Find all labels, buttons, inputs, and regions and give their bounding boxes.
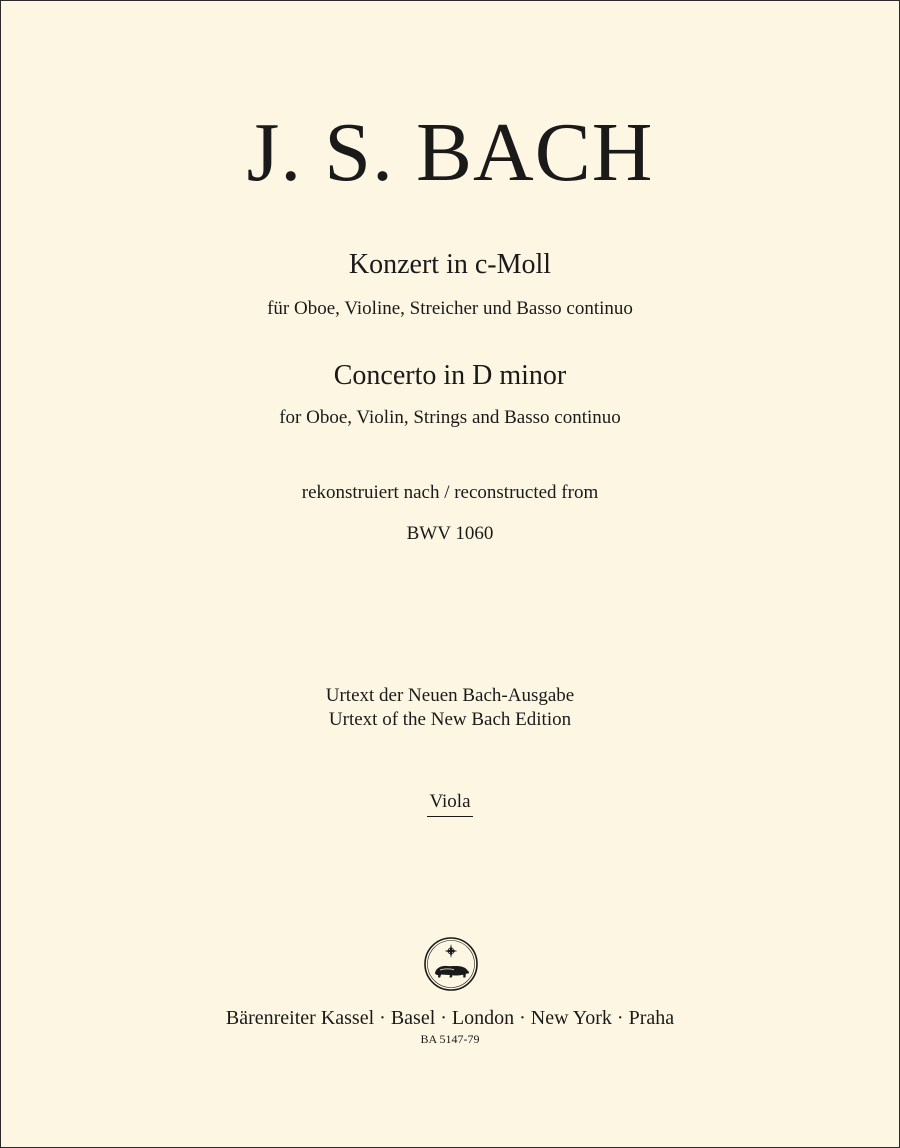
baerenreiter-bear-star-logo-icon (422, 935, 480, 993)
edition-number: BA 5147-79 (420, 1032, 480, 1046)
urtext-note-english: Urtext of the New Bach Edition (328, 709, 572, 730)
composer-name: J. S. BACH (246, 106, 654, 199)
instrument-part-label (1, 790, 899, 817)
reconstruction-note: rekonstruiert nach / reconstructed from (301, 482, 599, 503)
work-title-german: Konzert in c-Moll (348, 249, 552, 280)
work-title-english: Concerto in D minor (333, 360, 567, 391)
urtext-note-german: Urtext der Neuen Bach-Ausgabe (325, 685, 575, 706)
instrumentation-german: für Oboe, Violine, Streicher und Basso continuo (267, 298, 633, 319)
publisher-locations: Bärenreiter Kassel · Basel · London · New York · Praha (225, 1007, 675, 1029)
instrument-name: Viola (427, 790, 472, 817)
bwv-number: BWV 1060 (406, 523, 494, 544)
instrumentation-english: for Oboe, Violin, Strings and Basso continuo (279, 407, 621, 428)
